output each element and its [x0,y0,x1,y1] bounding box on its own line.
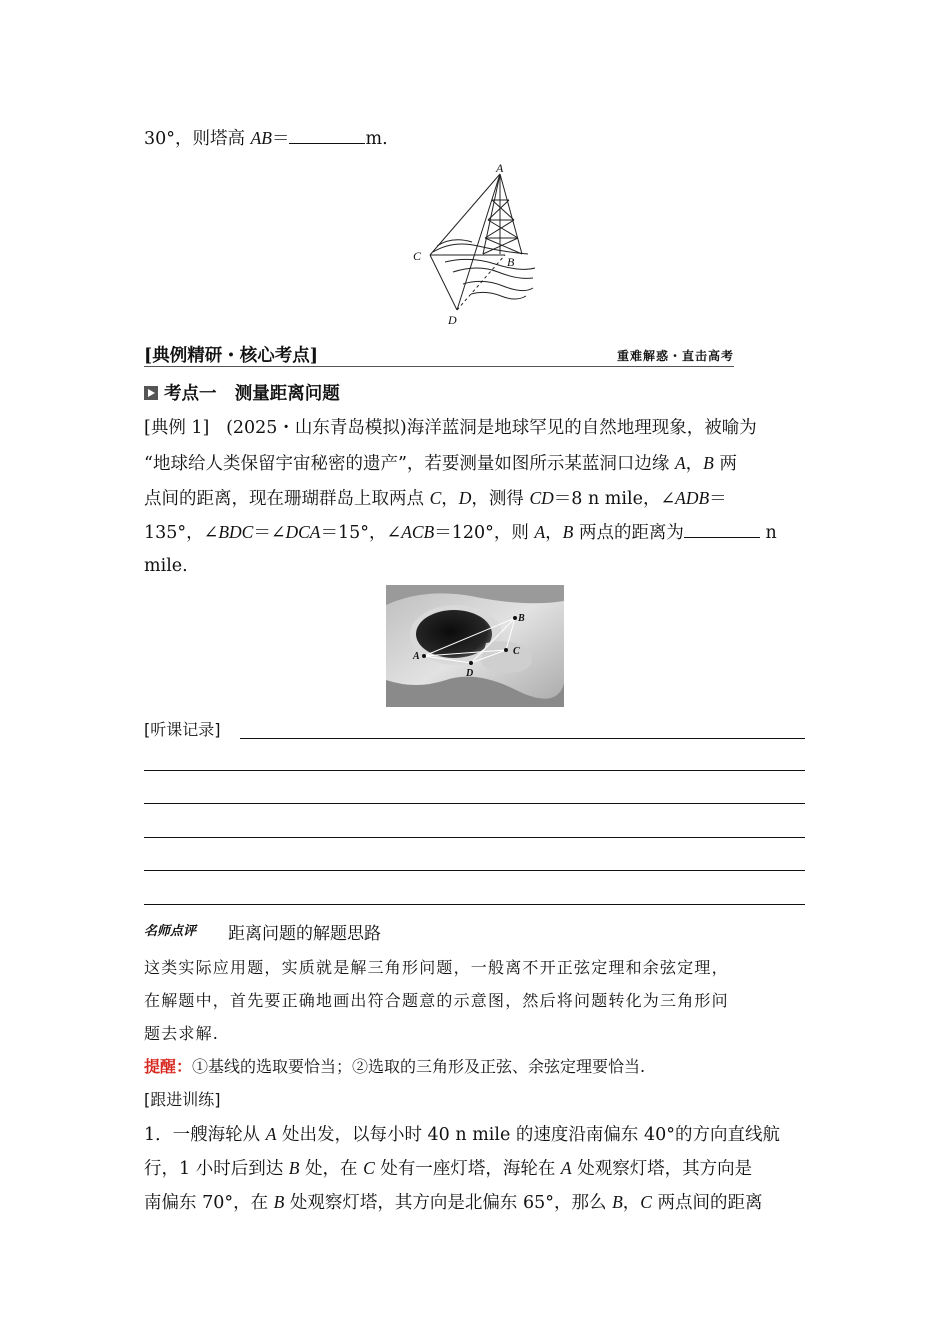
text: ＝15°，∠ [320,523,402,543]
text: ＝∠ [253,523,286,543]
photo-label-b: B [518,613,525,624]
label-a: A [496,161,504,175]
var: B [288,1158,300,1178]
example-line-3 [144,486,727,511]
text: 处有一座灯塔，海轮在 [374,1159,561,1179]
text: n [759,523,777,543]
var: BDC [218,522,254,542]
text: “地球给人类保留宇宙秘密的遗产”，若要测量如图所示某蓝洞口边缘 [144,454,675,474]
notes-line[interactable] [144,837,805,838]
notes-label-text: [听课记录] [144,720,221,739]
text: ， [622,1193,641,1213]
photo-label-c: C [513,646,520,657]
text: 处观察灯塔，其方向是 [571,1159,753,1179]
topic-label: 考点一 [164,384,217,404]
text: 处，在 [299,1159,364,1179]
section-title: [典例精研・核心考点] [144,346,319,366]
text: 行，1 小时后到达 [144,1159,289,1179]
text: 海洋蓝洞是地球罕见的自然地理现象，被喻为 [406,418,757,438]
var: B [273,1192,285,1212]
var: A [674,453,686,473]
var: B [562,522,574,542]
answer-blank [684,521,760,538]
text: ， [545,523,563,543]
remark-title: 距离问题的解题思路 [228,924,381,944]
var: B [703,453,714,473]
practice-q1-line-2 [144,1156,752,1181]
text: ＝ [271,129,290,149]
text: 两 [713,454,737,474]
var: C [429,488,442,508]
var: ACB [401,522,435,542]
text: 南偏东 70°，在 [144,1193,274,1213]
text: ＝8 n mile，∠ [553,489,676,509]
section-header [144,340,734,367]
notes-label [144,718,221,742]
text: ＝120°，则 [434,523,535,543]
topic-heading [144,382,340,406]
example-line-4 [144,520,777,545]
practice-q1-line-3 [144,1190,763,1215]
text: ， [685,454,704,474]
text: 点间的距离，现在珊瑚群岛上取两点 [144,489,430,509]
question-continuation [144,126,388,151]
remark-p1: 这类实际应用题，实质就是解三角形问题，一般离不开正弦定理和余弦定理， [144,958,729,977]
text: ，测得 [471,489,530,509]
notes-line[interactable] [144,770,805,771]
remark-tip [144,1055,645,1079]
notes-line[interactable] [240,738,805,739]
tower-figure [405,160,545,330]
example-line-2 [144,451,737,476]
text: 两点间的距离 [651,1193,763,1213]
var: CD [529,488,554,508]
var: D [458,488,472,508]
text: mile. [144,556,188,576]
text: m. [365,129,388,149]
answer-blank [289,127,365,144]
text: 处出发，以每小时 40 n mile 的速度沿南偏东 40°的方向直线航 [276,1125,780,1145]
text: 135°，∠ [144,523,219,543]
example-source: (2025・山东青岛模拟) [226,418,407,438]
remark-badge: 名师点评 [144,924,197,939]
practice-q1-line-1 [144,1122,780,1147]
notes-line[interactable] [144,803,805,804]
label-d: D [448,313,457,327]
label-c: C [413,249,422,263]
label-b: B [507,255,515,269]
var: B [612,1192,623,1212]
text: 处观察灯塔，其方向是北偏东 65°，那么 [284,1193,613,1213]
var: C [640,1192,652,1212]
play-triangle-icon [144,386,158,400]
notes-line[interactable] [144,870,805,871]
practice-label: [跟进训练] [144,1090,221,1109]
var: A [560,1158,572,1178]
var: A [534,522,546,542]
var-ab: AB [250,128,272,148]
example-line-1 [144,416,757,440]
remark-p3: 题去求解. [144,1024,220,1043]
var: C [363,1158,375,1178]
var: A [265,1124,277,1144]
tip-text: ①基线的选取要恰当；②选取的三角形及正弦、余弦定理要恰当. [192,1057,646,1076]
topic-name: 测量距离问题 [234,384,340,404]
text: 两点的距离为 [573,523,684,543]
photo-label-a: A [413,651,420,662]
example-line-5 [144,554,188,578]
tip-label: 提醒： [144,1057,193,1076]
var: DCA [285,522,321,542]
text: 1．一艘海轮从 [144,1125,266,1145]
text: 30°，则塔高 [144,129,251,149]
blue-hole-photo [386,585,564,707]
text: ＝ [709,489,727,509]
notes-line[interactable] [144,904,805,905]
remark-p2: 在解题中，首先要正确地画出符合题意的示意图，然后将问题转化为三角形问 [144,991,729,1010]
var: ADB [675,488,710,508]
text: ， [441,489,459,509]
photo-label-d: D [466,668,474,679]
example-tag: [典例 1] [144,418,210,438]
section-subtitle: 重难解惑・直击高考 [616,349,734,363]
